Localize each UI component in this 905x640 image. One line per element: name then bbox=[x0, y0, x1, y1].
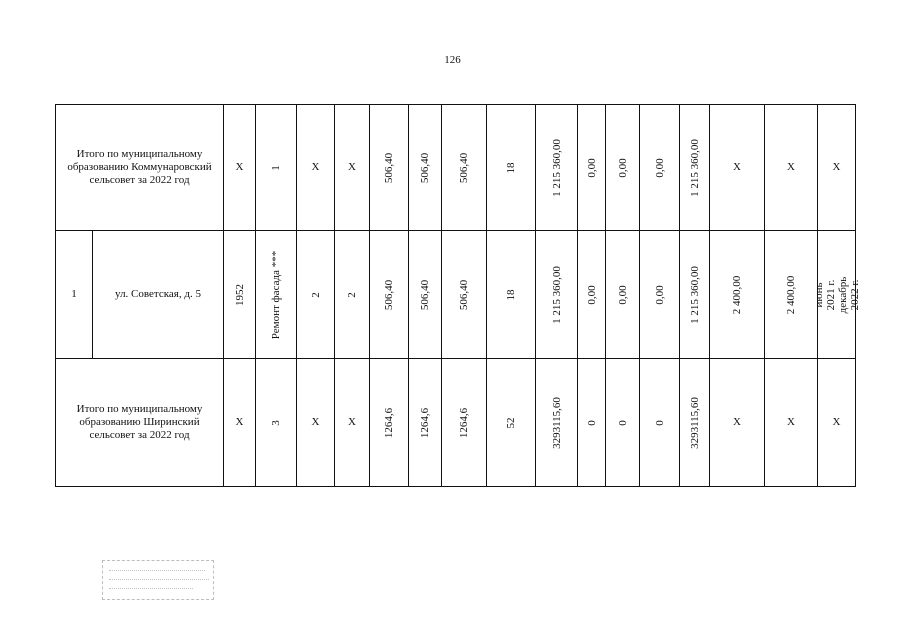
cell-text: X bbox=[787, 416, 795, 428]
table-cell bbox=[640, 359, 680, 487]
total-label: Итого по муниципальному образованию Коммунаровский сельсовет за 2022 год bbox=[67, 148, 212, 186]
table-cell bbox=[640, 231, 680, 359]
total-label-cell bbox=[56, 359, 224, 487]
cell-text: 0,00 bbox=[616, 284, 629, 305]
cell-text: 18 bbox=[505, 162, 517, 173]
table-cell bbox=[680, 359, 710, 487]
cell-text: 0,00 bbox=[585, 284, 598, 305]
table-cell bbox=[536, 105, 578, 231]
table-cell bbox=[710, 359, 765, 487]
cell-text: 0 bbox=[585, 419, 598, 426]
table-cell bbox=[224, 231, 256, 359]
cell-text: 1 215 360,00 bbox=[550, 138, 563, 197]
table-cell bbox=[487, 359, 536, 487]
table-cell bbox=[765, 105, 818, 231]
table-cell bbox=[680, 105, 710, 231]
table-cell bbox=[818, 105, 856, 231]
cell-text: 3293115,60 bbox=[550, 396, 563, 449]
table-cell bbox=[710, 105, 765, 231]
table-cell bbox=[442, 231, 487, 359]
table-cell bbox=[297, 105, 335, 231]
table-cell bbox=[606, 231, 640, 359]
table-cell bbox=[818, 359, 856, 487]
cell-text: X bbox=[235, 161, 244, 173]
address-cell bbox=[93, 231, 224, 359]
table-cell bbox=[370, 231, 409, 359]
table-cell bbox=[224, 105, 256, 231]
cell-text: 3293115,60 bbox=[688, 396, 701, 449]
total-label-cell bbox=[56, 105, 224, 231]
table-cell bbox=[370, 359, 409, 487]
cell-text: 506,40 bbox=[383, 279, 395, 310]
table-cell bbox=[370, 105, 409, 231]
cell-text: 0,00 bbox=[616, 157, 629, 178]
cell-text: 1264,6 bbox=[419, 407, 431, 438]
table-cell bbox=[297, 231, 335, 359]
table-cell bbox=[680, 231, 710, 359]
cell-text: 1264,6 bbox=[458, 407, 470, 438]
cell-text: X bbox=[311, 161, 320, 173]
faded-stamp bbox=[102, 560, 214, 600]
table-cell bbox=[256, 105, 297, 231]
table-cell bbox=[487, 105, 536, 231]
table-cell bbox=[710, 231, 765, 359]
table-cell bbox=[409, 359, 442, 487]
table-cell bbox=[442, 105, 487, 231]
table-cell bbox=[256, 231, 297, 359]
cell-text: Ремонт фасада *** bbox=[270, 250, 282, 339]
cell-text: X bbox=[733, 161, 741, 173]
cell-text: 0,00 bbox=[653, 284, 666, 305]
row-number-cell bbox=[56, 231, 93, 359]
stamp-line bbox=[109, 570, 205, 573]
cell-text: 0 bbox=[653, 419, 666, 426]
cell-text: 1952 bbox=[233, 283, 246, 306]
table-cell bbox=[765, 231, 818, 359]
cell-text: 1 215 360,00 bbox=[688, 138, 701, 197]
cell-text: X bbox=[311, 416, 320, 428]
row-number: 1 bbox=[71, 288, 77, 300]
table-cell bbox=[297, 359, 335, 487]
cell-text: X bbox=[348, 416, 356, 428]
table-cell bbox=[536, 231, 578, 359]
cell-text: X bbox=[787, 161, 795, 173]
cell-text: 506,40 bbox=[458, 279, 470, 310]
table-cell bbox=[224, 359, 256, 487]
table-cell bbox=[578, 105, 606, 231]
cell-text: 506,40 bbox=[419, 279, 431, 310]
cell-text: X bbox=[348, 161, 356, 173]
cell-text: 52 bbox=[505, 417, 517, 428]
cell-text: 0,00 bbox=[585, 157, 598, 178]
table-cell bbox=[256, 359, 297, 487]
table-cell bbox=[442, 359, 487, 487]
cell-text: 1 215 360,00 bbox=[550, 265, 563, 324]
cell-text: X bbox=[832, 416, 841, 428]
cell-text: 2 400,00 bbox=[731, 275, 743, 314]
cell-text: 506,40 bbox=[419, 152, 431, 183]
cell-text: 0 bbox=[616, 419, 629, 426]
table-cell bbox=[335, 359, 370, 487]
cell-text: X bbox=[832, 161, 841, 173]
cell-text: 2 bbox=[309, 291, 322, 298]
address: ул. Советская, д. 5 bbox=[115, 288, 201, 300]
cell-text: 0,00 bbox=[653, 157, 666, 178]
cell-text: 3 bbox=[270, 419, 282, 426]
table-cell bbox=[578, 359, 606, 487]
cell-text: 1264,6 bbox=[383, 407, 395, 438]
stamp-line bbox=[109, 579, 209, 582]
table-cell bbox=[409, 231, 442, 359]
total-label: Итого по муниципальному образованию Ширинский сельсовет за 2022 год bbox=[76, 403, 203, 441]
cell-text: июнь 2021 г. декабрь 2022 г. bbox=[812, 276, 861, 313]
table-cell bbox=[640, 105, 680, 231]
cell-text: 1 215 360,00 bbox=[688, 265, 701, 324]
stamp-line bbox=[109, 588, 193, 591]
cell-text: 506,40 bbox=[383, 152, 395, 183]
cell-text: 1 bbox=[270, 164, 282, 171]
cell-text: X bbox=[235, 416, 244, 428]
table-cell bbox=[487, 231, 536, 359]
table-cell bbox=[765, 359, 818, 487]
table-cell bbox=[812, 231, 861, 359]
table-cell bbox=[335, 105, 370, 231]
table-cell bbox=[335, 231, 370, 359]
cell-text: 2 bbox=[346, 291, 358, 298]
cell-text: 18 bbox=[505, 289, 517, 300]
data-table bbox=[55, 104, 861, 487]
table-cell bbox=[606, 105, 640, 231]
page-number: 126 bbox=[444, 54, 461, 66]
table-cell bbox=[409, 105, 442, 231]
table-cell bbox=[606, 359, 640, 487]
table-cell bbox=[578, 231, 606, 359]
cell-text: 2 400,00 bbox=[785, 275, 797, 314]
cell-text: 506,40 bbox=[458, 152, 470, 183]
table-cell bbox=[536, 359, 578, 487]
cell-text: X bbox=[733, 416, 741, 428]
